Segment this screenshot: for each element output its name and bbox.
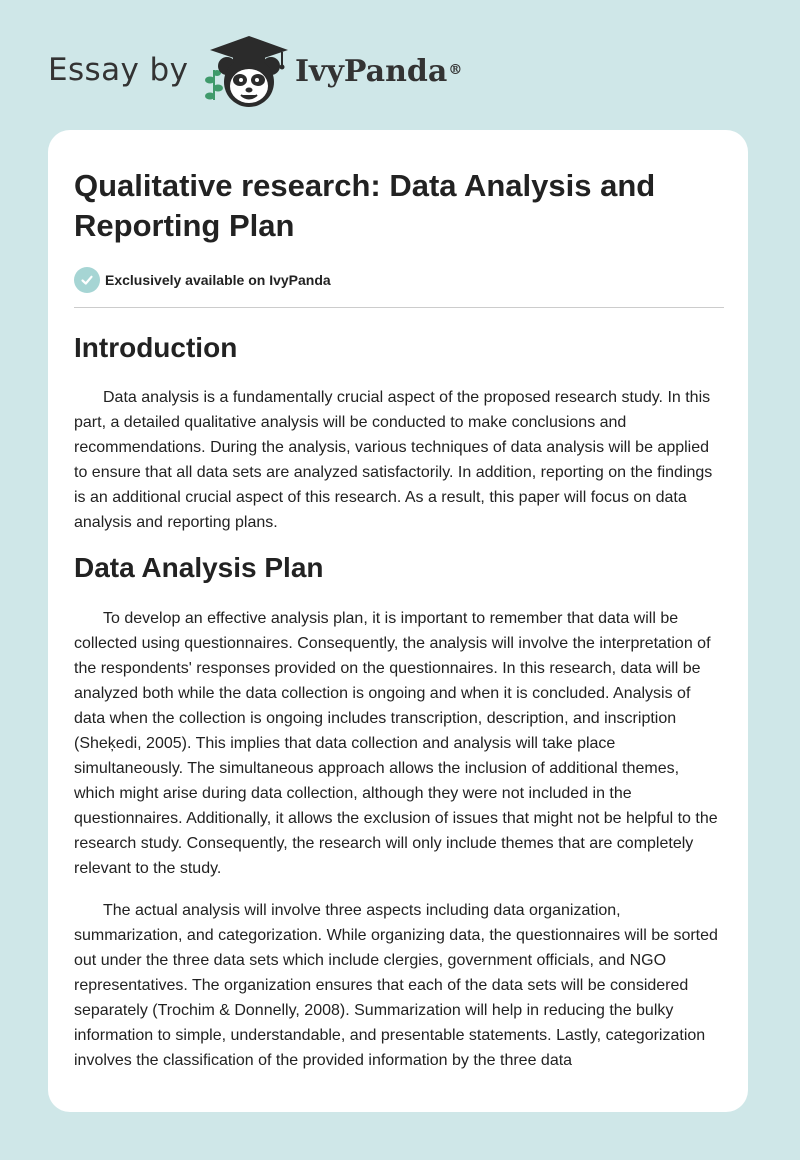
paragraph: Data analysis is a fundamentally crucial aspect of the proposed research study. In this part, a detailed qualitative analysis will be conducted to make conclusions and recommendations. During the analysis, various techniques of data analysis will be applied to ensure that all data sets are analyzed satisfactorily. In addition, reporting on the findings is an additional crucial aspect of this research. As a result, this paper will focus on data analysis and reporting plans.	[74, 389, 713, 531]
brand-name-text: IvyPanda	[295, 54, 448, 89]
paragraph: To develop an effective analysis plan, it is important to remember that data will be collected using questionnaires. Consequently, the analysis will involve the interpretation of the respondents' responses provided on the questionnaires. In this research, data will be analyzed both while the data collection is ongoing and when it is concluded. Analysis of data when the collection is ongoing includes transcription, description, and inscription (Sheķedi, 2005). This implies that data collection and analysis will take place simultaneously. The simultaneous approach allows the inclusion of additional themes, which might arise during data collection, although they were not included in the questionnaires. Additionally, it allows the exclusion of issues that might not be helpful to the research study. Consequently, the research will only include themes that are completely relevant to the study.	[74, 610, 718, 877]
article-content	[74, 166, 724, 1074]
article-card	[48, 130, 748, 1112]
brand-name[interactable]	[295, 52, 462, 92]
site-header	[0, 0, 800, 130]
divider	[74, 307, 724, 308]
section-heading-data-analysis-plan: Data Analysis Plan	[74, 552, 324, 584]
exclusive-label: Exclusively available on IvyPanda	[105, 272, 331, 288]
section-heading-introduction: Introduction	[74, 332, 238, 363]
exclusive-badge	[74, 266, 724, 294]
paragraph: The actual analysis will involve three aspects including data organization, summarization, and categorization. While organizing data, the questionnaires will be sorted out under the three data sets which include clergies, government officials, and NGO representatives. The organization ensures that each of the data sets will be considered separately (Trochim & Donnelly, 2008). Summarization will help in reducing the bulky information to simple, understandable, and presentable statements. Lastly, categorization involves the classification of the provided information by the three data	[74, 902, 718, 1069]
registered-mark: ®	[448, 62, 463, 78]
checkmark-icon	[74, 267, 100, 293]
article-title: Qualitative research: Data Analysis and Reporting Plan	[74, 168, 656, 243]
brand-prefix: Essay by	[48, 52, 189, 88]
panda-graduate-logo-icon[interactable]	[200, 30, 292, 112]
